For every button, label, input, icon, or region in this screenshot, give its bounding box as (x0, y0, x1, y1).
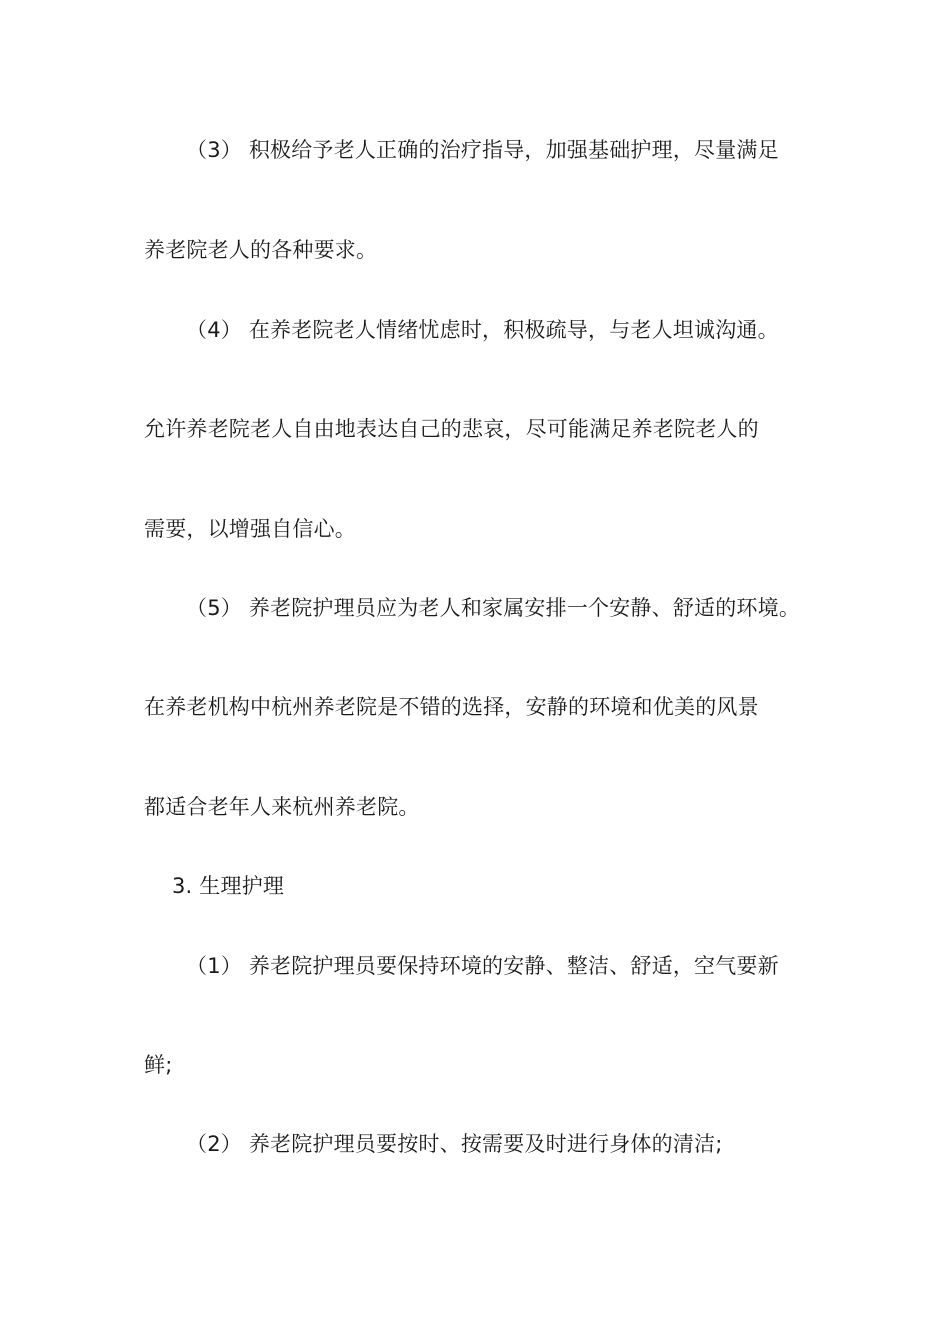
paragraph-5-line-3: 都适合老年人来杭州养老院。 (144, 795, 420, 819)
paragraph-3-line-2: 养老院老人的各种要求。 (144, 238, 378, 262)
paragraph-5-line-1: （5） 养老院护理员应为老人和家属安排一个安静、舒适的环境。 (186, 596, 801, 620)
item-1-line-2: 鲜; (144, 1053, 173, 1077)
item-1-line-1: （1） 养老院护理员要保持环境的安静、整洁、舒适，空气要新 (186, 954, 779, 978)
paragraph-4-line-1: （4） 在养老院老人情绪忧虑时，积极疏导，与老人坦诚沟通。 (186, 318, 779, 342)
section-heading: 3. 生理护理 (172, 874, 285, 898)
item-2-line-1: （2） 养老院护理员要按时、按需要及时进行身体的清洁; (186, 1132, 723, 1156)
paragraph-5-line-2: 在养老机构中杭州养老院是不错的选择，安静的环境和优美的风景 (144, 695, 759, 719)
paragraph-4-line-3: 需要，以增强自信心。 (144, 517, 356, 541)
paragraph-4-line-2: 允许养老院老人自由地表达自己的悲哀，尽可能满足养老院老人的 (144, 417, 759, 441)
paragraph-3-line-1: （3） 积极给予老人正确的治疗指导，加强基础护理，尽量满足 (186, 138, 779, 162)
